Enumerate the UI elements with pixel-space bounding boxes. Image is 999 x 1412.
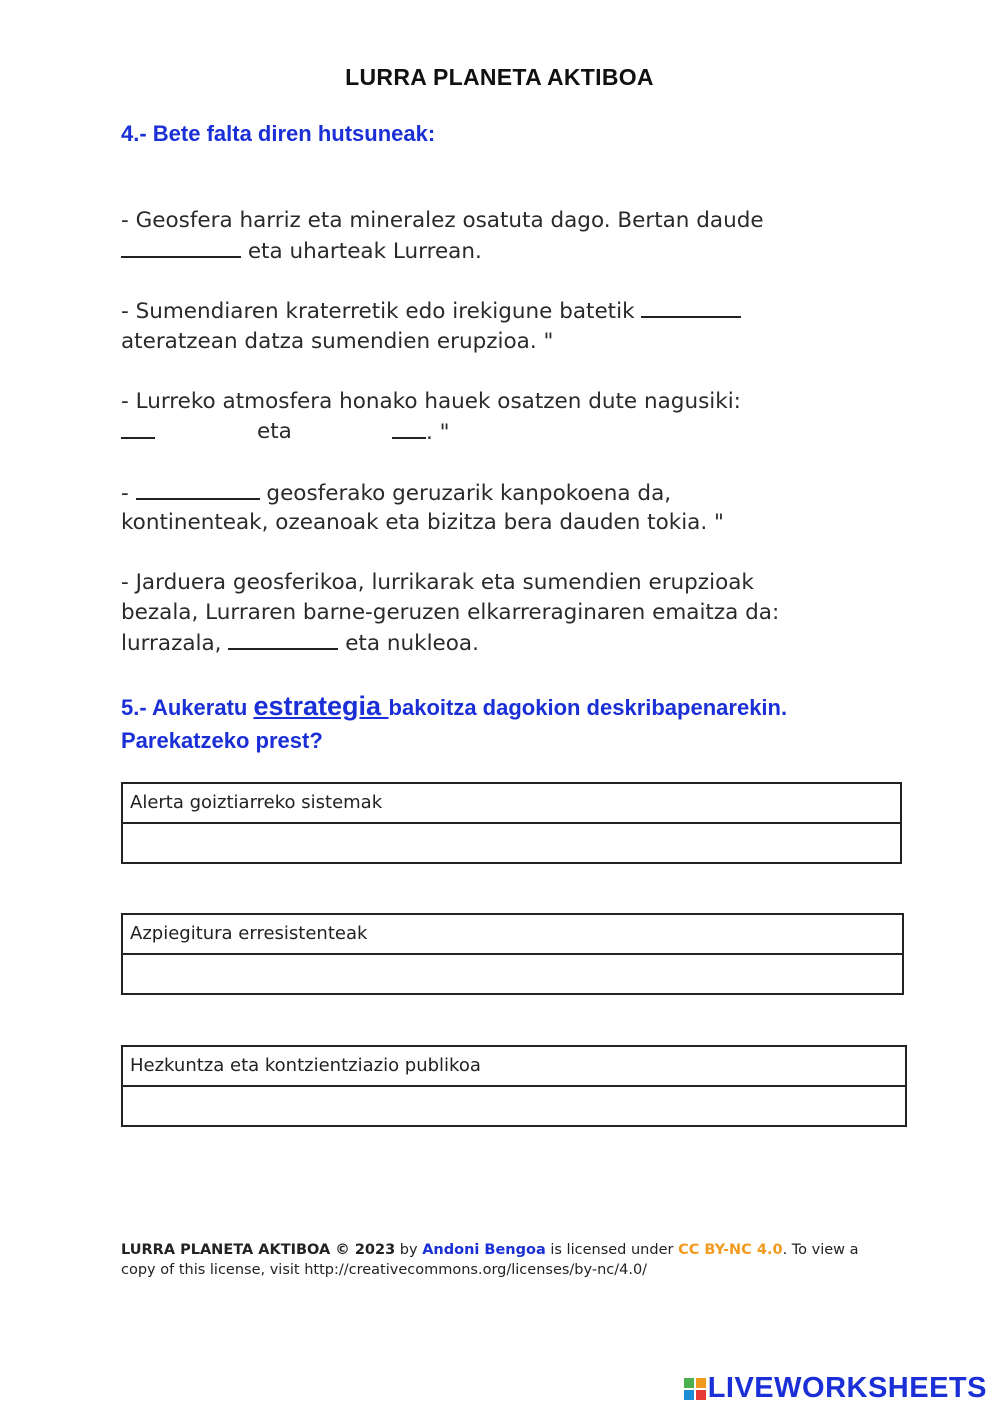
blank-2[interactable] [641, 298, 741, 318]
item5-line3-after: eta nukleoa. [338, 631, 479, 656]
footer-license-link[interactable]: CC BY-NC 4.0 [678, 1242, 783, 1258]
license-footer [121, 1240, 881, 1280]
match-box-2-answer[interactable] [123, 955, 902, 993]
match-box-1-label: Alerta goiztiarreko sistemak [123, 784, 900, 824]
footer-by: by [395, 1242, 423, 1258]
item2-line1-text: - Sumendiaren kraterretik edo irekigune batetik [121, 299, 642, 324]
blank-5[interactable] [136, 480, 260, 500]
item4-line1 [121, 480, 671, 506]
footer-licensed: is licensed under [545, 1242, 679, 1258]
item3-line2 [121, 419, 521, 445]
page-title: LURRA PLANETA AKTIBOA [345, 64, 654, 90]
item4-line2: kontinenteak, ozeanoak eta bizitza bera dauden tokia. " [121, 510, 724, 535]
match-box-2-label: Azpiegitura erresistenteak [123, 915, 902, 955]
item4-line1-after: geosferako geruzarik kanpokoena da, [259, 481, 672, 506]
item1-line2-text: eta uharteak Lurrean. [241, 239, 482, 264]
item3-end-text: . " [426, 420, 450, 445]
footer-work-title: LURRA PLANETA AKTIBOA © 2023 [121, 1242, 396, 1258]
section-5-heading-line2: Parekatzeko prest? [121, 728, 323, 753]
brand-text: LIVEWORKSHEETS [707, 1372, 987, 1404]
match-box-3-answer[interactable] [123, 1087, 905, 1125]
section-5-heading-before: 5.- Aukeratu [121, 695, 254, 720]
item3-mid-text: eta [257, 419, 292, 444]
item2-line1 [121, 298, 741, 324]
liveworksheets-brand [684, 1372, 987, 1405]
item5-line3 [121, 630, 479, 656]
item5-line3-before: lurrazala, [121, 631, 229, 656]
blank-6[interactable] [228, 630, 338, 650]
section-5-heading [121, 690, 921, 757]
liveworksheets-logo-icon [684, 1378, 706, 1400]
item4-line1-before: - [121, 481, 136, 506]
match-box-3 [121, 1045, 907, 1127]
strategy-link[interactable]: estrategia [253, 691, 389, 721]
item2-line2: ateratzean datza sumendien erupzioa. " [121, 329, 554, 354]
section-5-heading-after: bakoitza dagokion deskribapenarekin. [388, 695, 788, 720]
item1-line1: - Geosfera harriz eta mineralez osatuta dago. Bertan daude [121, 208, 764, 233]
item1-line2 [121, 238, 482, 264]
match-box-2 [121, 913, 904, 995]
blank-3[interactable] [121, 419, 155, 439]
match-box-1 [121, 782, 902, 864]
item5-line2: bezala, Lurraren barne-geruzen elkarreraginaren emaitza da: [121, 600, 780, 625]
item5-line1: - Jarduera geosferikoa, lurrikarak eta sumendien erupzioak [121, 570, 754, 595]
match-box-3-label: Hezkuntza eta kontzientziazio publikoa [123, 1047, 905, 1087]
match-box-1-answer[interactable] [123, 824, 900, 862]
blank-4[interactable] [392, 419, 426, 439]
item3-line1: - Lurreko atmosfera honako hauek osatzen dute nagusiki: [121, 389, 741, 414]
footer-rest: . To view a [782, 1242, 859, 1258]
footer-line2: copy of this license, visit http://creativecommons.org/licenses/by-nc/4.0/ [121, 1262, 648, 1278]
blank-1[interactable] [121, 238, 241, 258]
footer-author-link[interactable]: Andoni Bengoa [422, 1242, 546, 1258]
section-4-heading: 4.- Bete falta diren hutsuneak: [121, 121, 436, 146]
